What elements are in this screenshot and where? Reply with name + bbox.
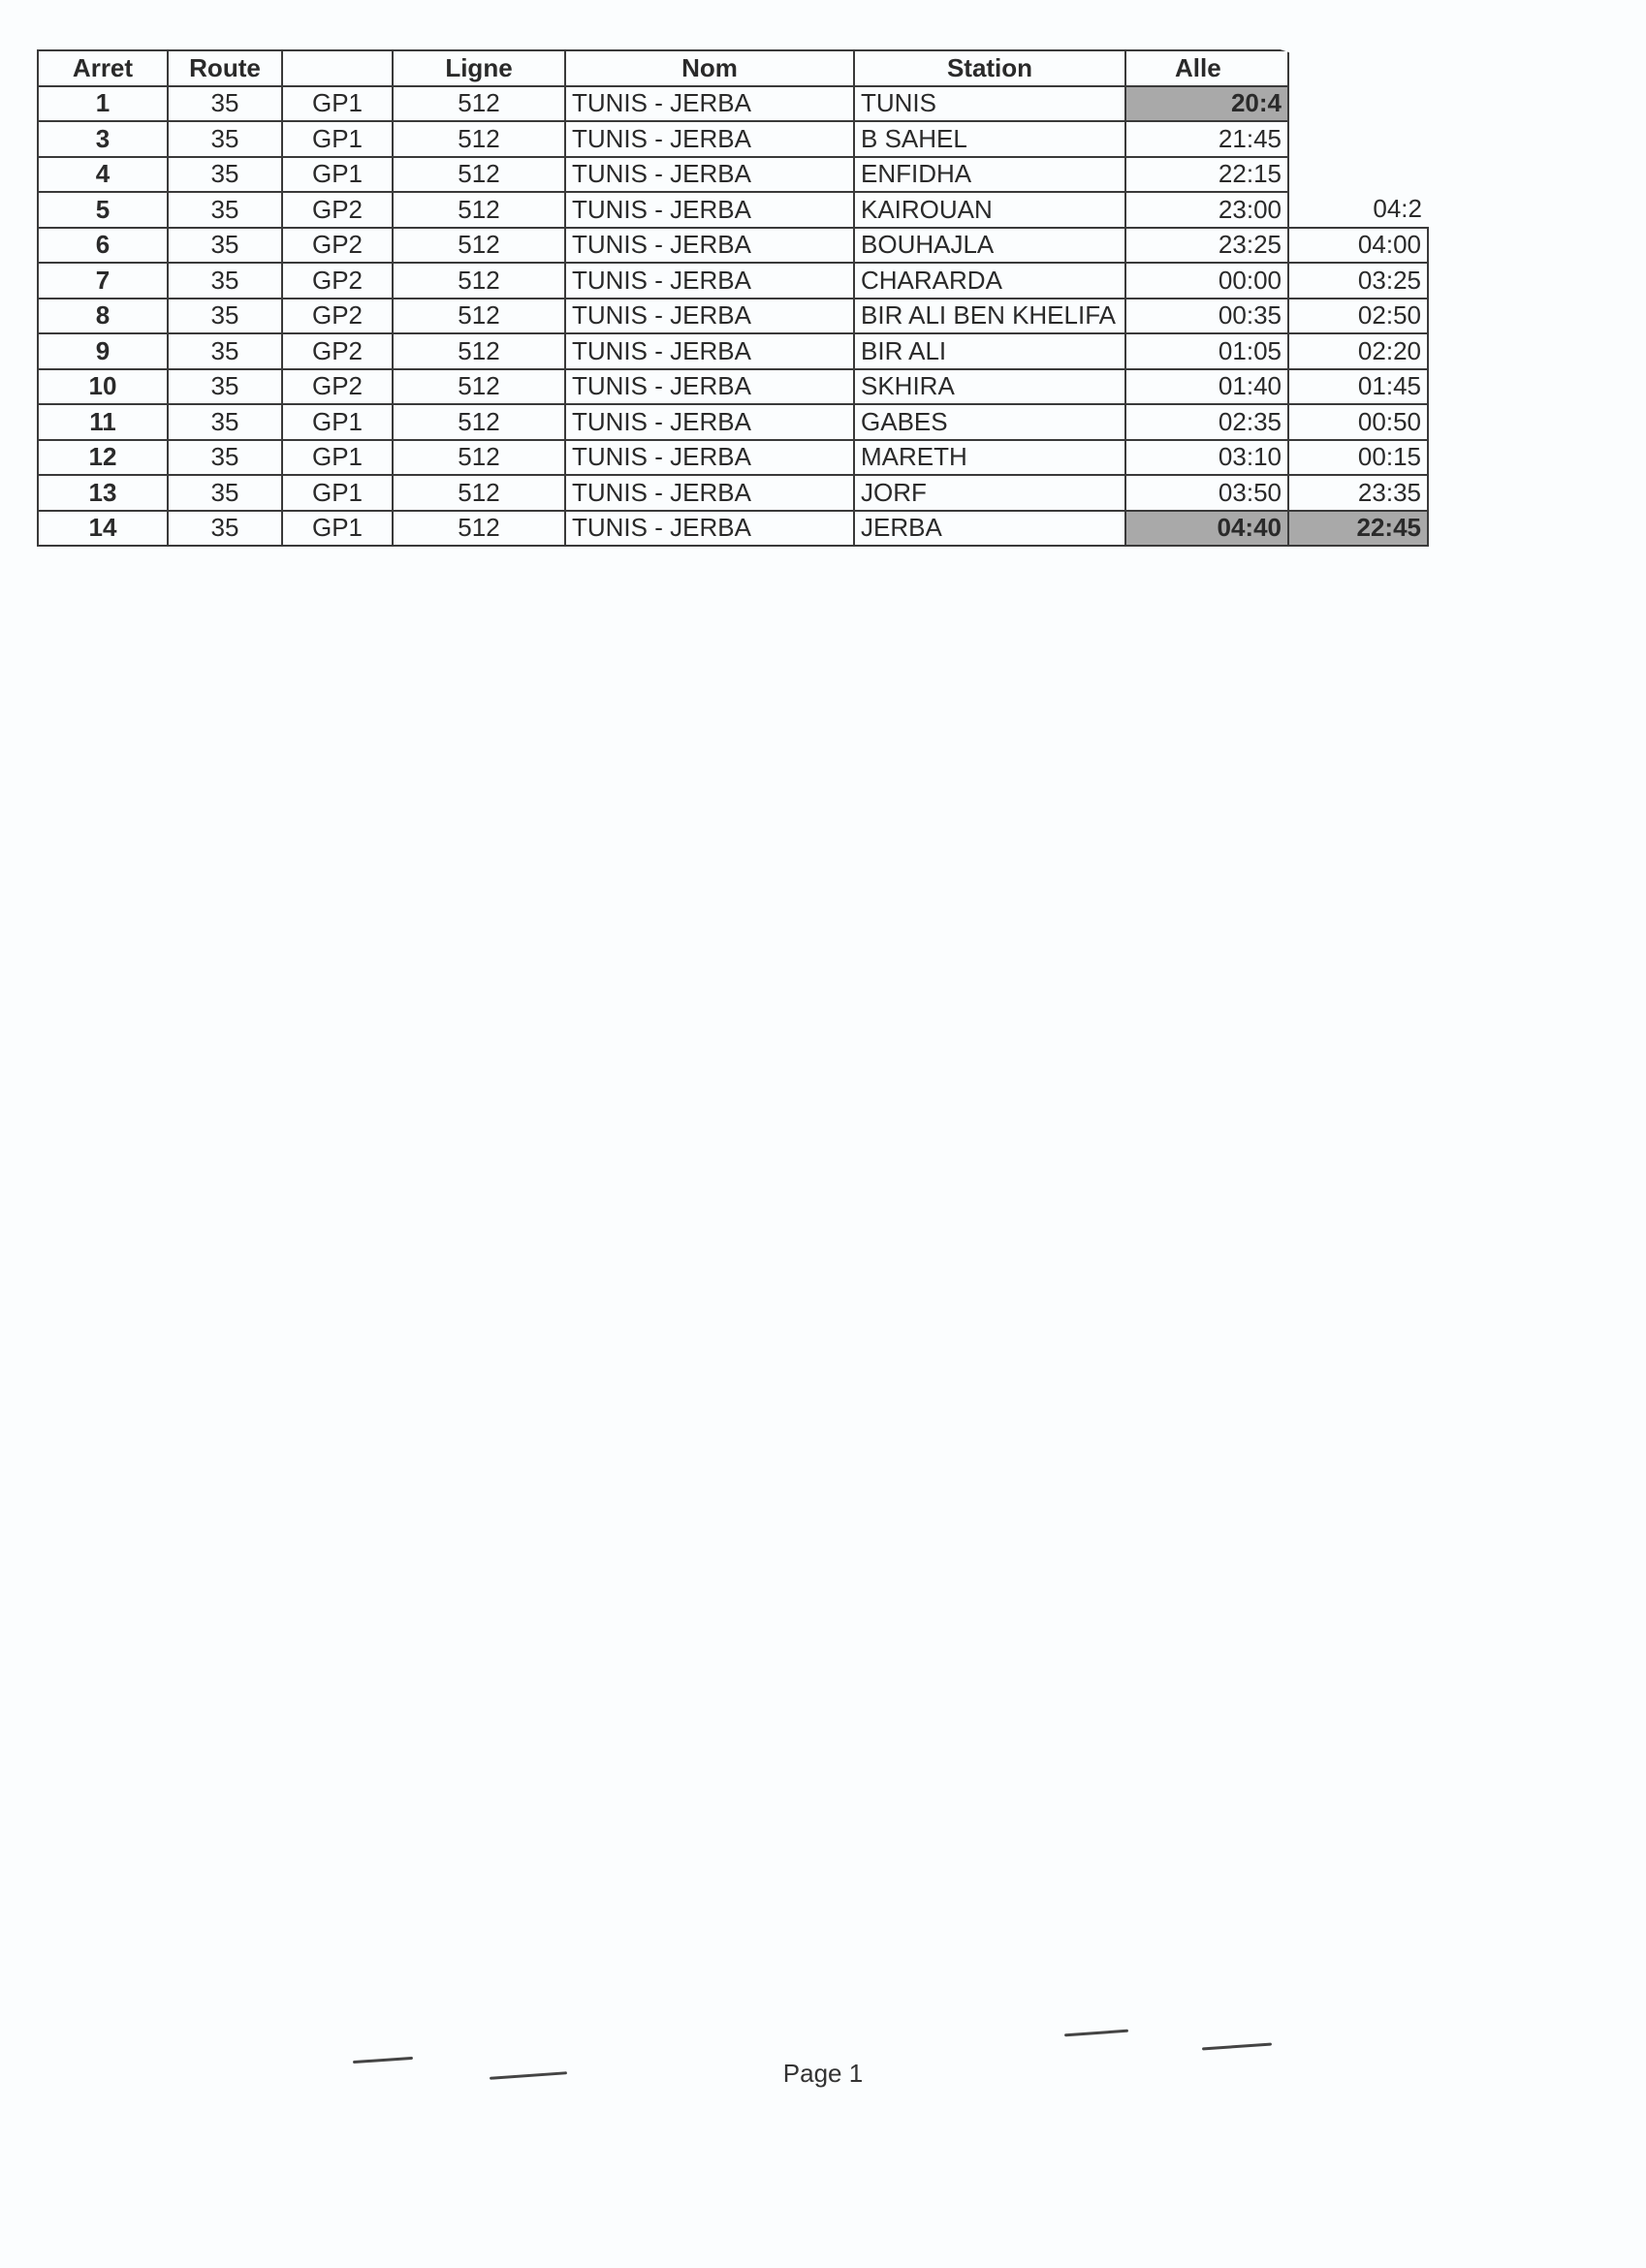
bus-schedule-table: [37, 49, 1429, 547]
cell-nom: TUNIS - JERBA: [565, 475, 854, 511]
table-row: [38, 333, 1428, 369]
cell-route: 35: [168, 333, 282, 369]
cell-arret: 13: [38, 475, 168, 511]
table-row: [38, 475, 1428, 511]
cell-route: 35: [168, 440, 282, 476]
cell-group: GP2: [282, 192, 393, 228]
cell-station: GABES: [854, 404, 1125, 440]
cell-retour: [1288, 157, 1428, 193]
cell-station: TUNIS: [854, 86, 1125, 122]
cell-arret: 10: [38, 369, 168, 405]
cell-nom: TUNIS - JERBA: [565, 299, 854, 334]
cell-retour: 04:00: [1288, 228, 1428, 264]
table-row: [38, 157, 1428, 193]
cell-aller: 20:4: [1125, 86, 1288, 122]
cell-station: BIR ALI: [854, 333, 1125, 369]
table-row: [38, 121, 1428, 157]
table-row: [38, 228, 1428, 264]
cell-station: JORF: [854, 475, 1125, 511]
cell-ligne: 512: [393, 121, 565, 157]
cell-ligne: 512: [393, 86, 565, 122]
cell-route: 35: [168, 299, 282, 334]
cell-retour: 04:2: [1373, 194, 1422, 224]
cell-arret: 5: [38, 192, 168, 228]
cell-arret: 14: [38, 511, 168, 547]
cell-route: 35: [168, 192, 282, 228]
cell-aller: 23:00: [1125, 192, 1288, 228]
cell-retour: 23:35: [1288, 475, 1428, 511]
cell-station: ENFIDHA: [854, 157, 1125, 193]
scan-mark: [1202, 2042, 1272, 2050]
cell-group: GP2: [282, 299, 393, 334]
cell-station: MARETH: [854, 440, 1125, 476]
cell-retour: 01:45: [1288, 369, 1428, 405]
cell-aller: 03:10: [1125, 440, 1288, 476]
cell-nom: TUNIS - JERBA: [565, 369, 854, 405]
cell-ligne: 512: [393, 475, 565, 511]
cell-route: 35: [168, 86, 282, 122]
cell-arret: 8: [38, 299, 168, 334]
table-row: [38, 299, 1428, 334]
cell-nom: TUNIS - JERBA: [565, 263, 854, 299]
cell-aller: 23:25: [1125, 228, 1288, 264]
cell-retour: 00:50: [1288, 404, 1428, 440]
cell-arret: 7: [38, 263, 168, 299]
cell-route: 35: [168, 263, 282, 299]
cell-route: 35: [168, 157, 282, 193]
table-body: [38, 86, 1428, 547]
cell-nom: TUNIS - JERBA: [565, 228, 854, 264]
header-station: Station: [854, 50, 1125, 86]
cell-arret: 4: [38, 157, 168, 193]
cell-group: GP1: [282, 404, 393, 440]
cell-retour: 02:20: [1288, 333, 1428, 369]
cell-retour: 03:25: [1288, 263, 1428, 299]
table-row: [38, 86, 1428, 122]
table-row: [38, 192, 1428, 228]
table-header-row: [38, 50, 1428, 86]
cell-aller: 21:45: [1125, 121, 1288, 157]
cell-ligne: 512: [393, 404, 565, 440]
cell-aller: 04:40: [1125, 511, 1288, 547]
cell-aller: 22:15: [1125, 157, 1288, 193]
cell-ligne: 512: [393, 333, 565, 369]
cell-station: BIR ALI BEN KHELIFA: [854, 299, 1125, 334]
cell-group: GP1: [282, 475, 393, 511]
cell-nom: TUNIS - JERBA: [565, 404, 854, 440]
cell-ligne: 512: [393, 440, 565, 476]
cell-group: GP2: [282, 228, 393, 264]
cell-route: 35: [168, 475, 282, 511]
header-ligne: Ligne: [393, 50, 565, 86]
cell-station: KAIROUAN: [854, 192, 1125, 228]
cell-aller: 00:35: [1125, 299, 1288, 334]
cell-route: 35: [168, 404, 282, 440]
cell-ligne: 512: [393, 299, 565, 334]
cell-route: 35: [168, 511, 282, 547]
cell-nom: TUNIS - JERBA: [565, 440, 854, 476]
scan-mark: [1064, 2030, 1128, 2037]
cell-group: GP1: [282, 86, 393, 122]
cell-retour: 22:45: [1288, 511, 1428, 547]
cell-group: GP2: [282, 263, 393, 299]
cell-group: GP1: [282, 440, 393, 476]
header-arret: Arret: [38, 50, 168, 86]
cell-station: B SAHEL: [854, 121, 1125, 157]
table-row: [38, 404, 1428, 440]
cell-nom: TUNIS - JERBA: [565, 86, 854, 122]
cell-group: GP1: [282, 157, 393, 193]
cell-ligne: 512: [393, 511, 565, 547]
cell-route: 35: [168, 121, 282, 157]
cell-group: GP2: [282, 369, 393, 405]
cell-retour: 00:15: [1288, 440, 1428, 476]
cell-station: JERBA: [854, 511, 1125, 547]
cell-route: 35: [168, 228, 282, 264]
header-group: [282, 50, 393, 86]
cell-route: 35: [168, 369, 282, 405]
cell-station: SKHIRA: [854, 369, 1125, 405]
cell-nom: TUNIS - JERBA: [565, 511, 854, 547]
cell-aller: 00:00: [1125, 263, 1288, 299]
cell-group: GP1: [282, 121, 393, 157]
cell-aller: 01:05: [1125, 333, 1288, 369]
table-row: [38, 440, 1428, 476]
cell-ligne: 512: [393, 192, 565, 228]
cell-aller: 01:40: [1125, 369, 1288, 405]
cell-group: GP2: [282, 333, 393, 369]
page-number: Page 1: [782, 2059, 864, 2088]
cell-station: BOUHAJLA: [854, 228, 1125, 264]
cell-arret: 9: [38, 333, 168, 369]
table-row: [38, 263, 1428, 299]
cell-arret: 6: [38, 228, 168, 264]
cell-arret: 12: [38, 440, 168, 476]
cell-nom: TUNIS - JERBA: [565, 121, 854, 157]
cell-aller: 03:50: [1125, 475, 1288, 511]
cell-station: CHARARDA: [854, 263, 1125, 299]
header-nom: Nom: [565, 50, 854, 86]
cell-aller: 02:35: [1125, 404, 1288, 440]
header-aller: Alle: [1125, 50, 1288, 86]
cell-arret: 3: [38, 121, 168, 157]
table-row: [38, 369, 1428, 405]
cell-ligne: 512: [393, 263, 565, 299]
cell-retour: 02:50: [1288, 299, 1428, 334]
cell-ligne: 512: [393, 228, 565, 264]
header-route: Route: [168, 50, 282, 86]
cell-ligne: 512: [393, 157, 565, 193]
cell-nom: TUNIS - JERBA: [565, 192, 854, 228]
cell-arret: 1: [38, 86, 168, 122]
cell-nom: TUNIS - JERBA: [565, 157, 854, 193]
cell-arret: 11: [38, 404, 168, 440]
table-row: [38, 511, 1428, 547]
cell-group: GP1: [282, 511, 393, 547]
cell-ligne: 512: [393, 369, 565, 405]
cell-nom: TUNIS - JERBA: [565, 333, 854, 369]
